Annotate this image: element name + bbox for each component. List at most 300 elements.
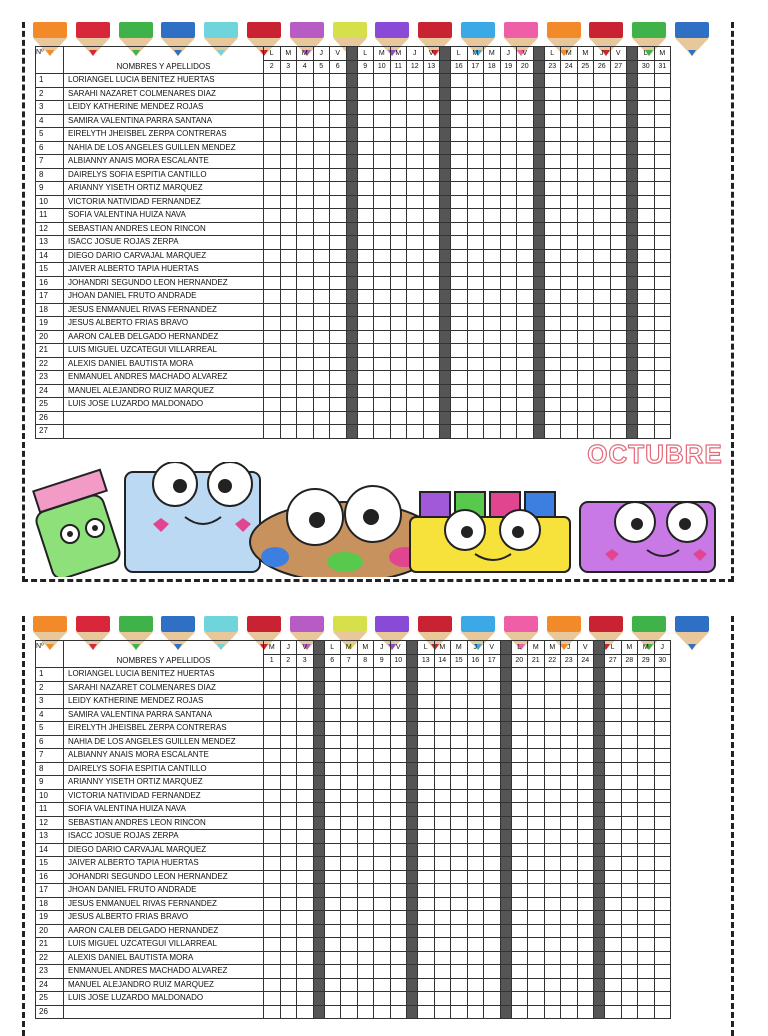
attendance-cell[interactable] [297, 249, 314, 263]
attendance-cell[interactable] [451, 74, 468, 88]
attendance-cell[interactable] [654, 749, 671, 763]
attendance-cell[interactable] [390, 114, 407, 128]
attendance-cell[interactable] [297, 816, 314, 830]
attendance-cell[interactable] [264, 830, 281, 844]
attendance-cell[interactable] [451, 803, 468, 817]
attendance-cell[interactable] [621, 816, 638, 830]
attendance-cell[interactable] [313, 411, 330, 425]
attendance-cell[interactable] [594, 74, 611, 88]
attendance-cell[interactable] [313, 155, 330, 169]
attendance-cell[interactable] [484, 195, 501, 209]
attendance-cell[interactable] [297, 168, 314, 182]
attendance-cell[interactable] [544, 924, 561, 938]
attendance-cell[interactable] [324, 722, 341, 736]
attendance-cell[interactable] [517, 141, 534, 155]
attendance-cell[interactable] [621, 722, 638, 736]
attendance-cell[interactable] [264, 857, 281, 871]
attendance-cell[interactable] [561, 141, 578, 155]
attendance-cell[interactable] [544, 911, 561, 925]
attendance-cell[interactable] [297, 830, 314, 844]
attendance-cell[interactable] [577, 303, 594, 317]
attendance-cell[interactable] [357, 722, 374, 736]
attendance-cell[interactable] [390, 708, 407, 722]
attendance-cell[interactable] [484, 924, 501, 938]
attendance-cell[interactable] [654, 168, 671, 182]
attendance-cell[interactable] [484, 371, 501, 385]
attendance-cell[interactable] [484, 249, 501, 263]
attendance-cell[interactable] [654, 209, 671, 223]
attendance-cell[interactable] [654, 803, 671, 817]
attendance-cell[interactable] [577, 371, 594, 385]
attendance-cell[interactable] [297, 263, 314, 277]
attendance-cell[interactable] [434, 722, 451, 736]
attendance-cell[interactable] [605, 884, 622, 898]
attendance-cell[interactable] [621, 911, 638, 925]
attendance-cell[interactable] [374, 897, 391, 911]
attendance-cell[interactable] [511, 938, 528, 952]
attendance-cell[interactable] [407, 101, 424, 115]
attendance-cell[interactable] [297, 843, 314, 857]
attendance-cell[interactable] [594, 87, 611, 101]
attendance-cell[interactable] [407, 114, 424, 128]
attendance-cell[interactable] [407, 317, 424, 331]
attendance-cell[interactable] [451, 411, 468, 425]
attendance-cell[interactable] [264, 938, 281, 952]
attendance-cell[interactable] [374, 992, 391, 1006]
attendance-cell[interactable] [484, 965, 501, 979]
attendance-cell[interactable] [390, 965, 407, 979]
attendance-cell[interactable] [280, 708, 297, 722]
attendance-cell[interactable] [374, 857, 391, 871]
attendance-cell[interactable] [610, 182, 627, 196]
attendance-cell[interactable] [407, 141, 424, 155]
attendance-cell[interactable] [374, 722, 391, 736]
attendance-cell[interactable] [390, 938, 407, 952]
attendance-cell[interactable] [610, 330, 627, 344]
attendance-cell[interactable] [500, 222, 517, 236]
attendance-cell[interactable] [605, 668, 622, 682]
attendance-cell[interactable] [467, 128, 484, 142]
attendance-cell[interactable] [561, 965, 578, 979]
attendance-cell[interactable] [451, 708, 468, 722]
attendance-cell[interactable] [484, 74, 501, 88]
attendance-cell[interactable] [654, 357, 671, 371]
attendance-cell[interactable] [654, 897, 671, 911]
attendance-cell[interactable] [500, 276, 517, 290]
attendance-cell[interactable] [313, 236, 330, 250]
attendance-cell[interactable] [390, 344, 407, 358]
attendance-cell[interactable] [610, 357, 627, 371]
attendance-cell[interactable] [594, 357, 611, 371]
attendance-cell[interactable] [621, 789, 638, 803]
attendance-cell[interactable] [330, 128, 347, 142]
attendance-cell[interactable] [467, 951, 484, 965]
attendance-cell[interactable] [374, 681, 391, 695]
attendance-cell[interactable] [264, 384, 281, 398]
attendance-cell[interactable] [528, 789, 545, 803]
attendance-cell[interactable] [390, 236, 407, 250]
attendance-cell[interactable] [324, 843, 341, 857]
attendance-cell[interactable] [561, 911, 578, 925]
attendance-cell[interactable] [451, 681, 468, 695]
attendance-cell[interactable] [561, 209, 578, 223]
attendance-cell[interactable] [594, 155, 611, 169]
attendance-cell[interactable] [297, 708, 314, 722]
attendance-cell[interactable] [654, 371, 671, 385]
attendance-cell[interactable] [467, 830, 484, 844]
attendance-cell[interactable] [484, 182, 501, 196]
attendance-cell[interactable] [517, 155, 534, 169]
attendance-cell[interactable] [297, 425, 314, 439]
attendance-cell[interactable] [605, 776, 622, 790]
attendance-cell[interactable] [638, 276, 655, 290]
attendance-cell[interactable] [324, 749, 341, 763]
attendance-cell[interactable] [500, 168, 517, 182]
attendance-cell[interactable] [654, 384, 671, 398]
attendance-cell[interactable] [467, 857, 484, 871]
attendance-cell[interactable] [451, 155, 468, 169]
attendance-cell[interactable] [374, 978, 391, 992]
attendance-cell[interactable] [374, 344, 391, 358]
attendance-cell[interactable] [390, 182, 407, 196]
attendance-cell[interactable] [374, 330, 391, 344]
attendance-cell[interactable] [451, 276, 468, 290]
attendance-cell[interactable] [561, 695, 578, 709]
attendance-cell[interactable] [297, 965, 314, 979]
attendance-cell[interactable] [528, 965, 545, 979]
attendance-cell[interactable] [451, 1005, 468, 1019]
attendance-cell[interactable] [423, 182, 440, 196]
attendance-cell[interactable] [418, 722, 435, 736]
attendance-cell[interactable] [544, 74, 561, 88]
attendance-cell[interactable] [418, 681, 435, 695]
attendance-cell[interactable] [451, 843, 468, 857]
attendance-cell[interactable] [423, 128, 440, 142]
attendance-cell[interactable] [324, 965, 341, 979]
attendance-cell[interactable] [561, 1005, 578, 1019]
attendance-cell[interactable] [374, 884, 391, 898]
attendance-cell[interactable] [484, 803, 501, 817]
attendance-cell[interactable] [544, 303, 561, 317]
attendance-cell[interactable] [544, 803, 561, 817]
attendance-cell[interactable] [528, 884, 545, 898]
attendance-cell[interactable] [621, 708, 638, 722]
attendance-cell[interactable] [313, 168, 330, 182]
attendance-cell[interactable] [621, 992, 638, 1006]
attendance-cell[interactable] [577, 681, 594, 695]
attendance-cell[interactable] [341, 992, 358, 1006]
attendance-cell[interactable] [484, 290, 501, 304]
attendance-cell[interactable] [297, 195, 314, 209]
attendance-cell[interactable] [594, 290, 611, 304]
attendance-cell[interactable] [484, 330, 501, 344]
attendance-cell[interactable] [341, 681, 358, 695]
attendance-cell[interactable] [594, 344, 611, 358]
attendance-cell[interactable] [544, 101, 561, 115]
attendance-cell[interactable] [423, 384, 440, 398]
attendance-cell[interactable] [390, 789, 407, 803]
attendance-cell[interactable] [330, 195, 347, 209]
attendance-cell[interactable] [654, 74, 671, 88]
attendance-cell[interactable] [390, 1005, 407, 1019]
attendance-cell[interactable] [357, 425, 374, 439]
attendance-cell[interactable] [638, 776, 655, 790]
attendance-cell[interactable] [561, 681, 578, 695]
attendance-cell[interactable] [407, 411, 424, 425]
attendance-cell[interactable] [280, 951, 297, 965]
attendance-cell[interactable] [544, 209, 561, 223]
attendance-cell[interactable] [511, 924, 528, 938]
attendance-cell[interactable] [451, 195, 468, 209]
attendance-cell[interactable] [544, 114, 561, 128]
attendance-cell[interactable] [484, 695, 501, 709]
attendance-cell[interactable] [654, 87, 671, 101]
attendance-cell[interactable] [330, 222, 347, 236]
attendance-cell[interactable] [511, 951, 528, 965]
attendance-cell[interactable] [451, 128, 468, 142]
attendance-cell[interactable] [390, 303, 407, 317]
attendance-cell[interactable] [561, 74, 578, 88]
attendance-cell[interactable] [297, 776, 314, 790]
attendance-cell[interactable] [297, 236, 314, 250]
attendance-cell[interactable] [594, 371, 611, 385]
attendance-cell[interactable] [511, 762, 528, 776]
attendance-cell[interactable] [374, 695, 391, 709]
attendance-cell[interactable] [654, 870, 671, 884]
attendance-cell[interactable] [341, 789, 358, 803]
attendance-cell[interactable] [528, 695, 545, 709]
attendance-cell[interactable] [638, 870, 655, 884]
attendance-cell[interactable] [654, 290, 671, 304]
attendance-cell[interactable] [297, 681, 314, 695]
attendance-cell[interactable] [561, 803, 578, 817]
attendance-cell[interactable] [357, 222, 374, 236]
attendance-cell[interactable] [654, 411, 671, 425]
attendance-cell[interactable] [330, 249, 347, 263]
attendance-cell[interactable] [594, 182, 611, 196]
attendance-cell[interactable] [467, 101, 484, 115]
attendance-cell[interactable] [621, 965, 638, 979]
attendance-cell[interactable] [561, 222, 578, 236]
attendance-cell[interactable] [280, 317, 297, 331]
attendance-cell[interactable] [264, 803, 281, 817]
attendance-cell[interactable] [638, 384, 655, 398]
attendance-cell[interactable] [324, 695, 341, 709]
attendance-cell[interactable] [517, 303, 534, 317]
attendance-cell[interactable] [341, 749, 358, 763]
attendance-cell[interactable] [511, 843, 528, 857]
attendance-cell[interactable] [264, 236, 281, 250]
attendance-cell[interactable] [341, 722, 358, 736]
attendance-cell[interactable] [605, 965, 622, 979]
attendance-cell[interactable] [577, 884, 594, 898]
attendance-cell[interactable] [610, 317, 627, 331]
attendance-cell[interactable] [528, 843, 545, 857]
attendance-cell[interactable] [467, 681, 484, 695]
attendance-cell[interactable] [390, 398, 407, 412]
attendance-cell[interactable] [357, 384, 374, 398]
attendance-cell[interactable] [500, 141, 517, 155]
attendance-cell[interactable] [467, 695, 484, 709]
attendance-cell[interactable] [544, 87, 561, 101]
attendance-cell[interactable] [511, 708, 528, 722]
attendance-cell[interactable] [654, 789, 671, 803]
attendance-cell[interactable] [451, 911, 468, 925]
attendance-cell[interactable] [610, 141, 627, 155]
attendance-cell[interactable] [297, 330, 314, 344]
attendance-cell[interactable] [517, 168, 534, 182]
attendance-cell[interactable] [500, 263, 517, 277]
attendance-cell[interactable] [313, 141, 330, 155]
attendance-cell[interactable] [407, 425, 424, 439]
attendance-cell[interactable] [357, 128, 374, 142]
attendance-cell[interactable] [517, 128, 534, 142]
attendance-cell[interactable] [357, 749, 374, 763]
attendance-cell[interactable] [313, 317, 330, 331]
attendance-cell[interactable] [313, 425, 330, 439]
attendance-cell[interactable] [621, 897, 638, 911]
attendance-cell[interactable] [561, 425, 578, 439]
attendance-cell[interactable] [390, 168, 407, 182]
attendance-cell[interactable] [638, 681, 655, 695]
attendance-cell[interactable] [577, 965, 594, 979]
attendance-cell[interactable] [484, 668, 501, 682]
attendance-cell[interactable] [374, 87, 391, 101]
attendance-cell[interactable] [561, 722, 578, 736]
attendance-cell[interactable] [451, 249, 468, 263]
attendance-cell[interactable] [561, 290, 578, 304]
attendance-cell[interactable] [621, 978, 638, 992]
attendance-cell[interactable] [638, 182, 655, 196]
attendance-cell[interactable] [434, 897, 451, 911]
attendance-cell[interactable] [451, 857, 468, 871]
attendance-cell[interactable] [654, 330, 671, 344]
attendance-cell[interactable] [638, 843, 655, 857]
attendance-cell[interactable] [451, 722, 468, 736]
attendance-cell[interactable] [561, 87, 578, 101]
attendance-cell[interactable] [451, 951, 468, 965]
attendance-cell[interactable] [374, 398, 391, 412]
attendance-cell[interactable] [638, 695, 655, 709]
attendance-cell[interactable] [638, 749, 655, 763]
attendance-cell[interactable] [357, 371, 374, 385]
attendance-cell[interactable] [467, 263, 484, 277]
attendance-cell[interactable] [484, 128, 501, 142]
attendance-cell[interactable] [561, 776, 578, 790]
attendance-cell[interactable] [500, 371, 517, 385]
attendance-cell[interactable] [467, 789, 484, 803]
attendance-cell[interactable] [654, 776, 671, 790]
attendance-cell[interactable] [544, 384, 561, 398]
attendance-cell[interactable] [374, 276, 391, 290]
attendance-cell[interactable] [341, 803, 358, 817]
attendance-cell[interactable] [654, 965, 671, 979]
attendance-cell[interactable] [511, 1005, 528, 1019]
attendance-cell[interactable] [561, 411, 578, 425]
attendance-cell[interactable] [390, 897, 407, 911]
attendance-cell[interactable] [357, 911, 374, 925]
attendance-cell[interactable] [390, 290, 407, 304]
attendance-cell[interactable] [390, 843, 407, 857]
attendance-cell[interactable] [561, 857, 578, 871]
attendance-cell[interactable] [407, 74, 424, 88]
attendance-cell[interactable] [577, 141, 594, 155]
attendance-cell[interactable] [577, 830, 594, 844]
attendance-cell[interactable] [561, 236, 578, 250]
attendance-cell[interactable] [264, 708, 281, 722]
attendance-cell[interactable] [544, 722, 561, 736]
attendance-cell[interactable] [357, 992, 374, 1006]
attendance-cell[interactable] [280, 816, 297, 830]
attendance-cell[interactable] [528, 668, 545, 682]
attendance-cell[interactable] [374, 384, 391, 398]
attendance-cell[interactable] [423, 168, 440, 182]
attendance-cell[interactable] [280, 344, 297, 358]
attendance-cell[interactable] [484, 1005, 501, 1019]
attendance-cell[interactable] [467, 344, 484, 358]
attendance-cell[interactable] [374, 843, 391, 857]
attendance-cell[interactable] [451, 398, 468, 412]
attendance-cell[interactable] [577, 87, 594, 101]
attendance-cell[interactable] [341, 938, 358, 952]
attendance-cell[interactable] [517, 209, 534, 223]
attendance-cell[interactable] [605, 722, 622, 736]
attendance-cell[interactable] [297, 884, 314, 898]
attendance-cell[interactable] [390, 128, 407, 142]
attendance-cell[interactable] [577, 668, 594, 682]
attendance-cell[interactable] [467, 398, 484, 412]
attendance-cell[interactable] [423, 263, 440, 277]
attendance-cell[interactable] [418, 1005, 435, 1019]
attendance-cell[interactable] [330, 303, 347, 317]
attendance-cell[interactable] [484, 276, 501, 290]
attendance-cell[interactable] [280, 938, 297, 952]
attendance-cell[interactable] [418, 843, 435, 857]
attendance-cell[interactable] [374, 128, 391, 142]
attendance-cell[interactable] [467, 843, 484, 857]
attendance-cell[interactable] [324, 816, 341, 830]
attendance-cell[interactable] [374, 236, 391, 250]
attendance-cell[interactable] [313, 384, 330, 398]
attendance-cell[interactable] [451, 222, 468, 236]
attendance-cell[interactable] [544, 843, 561, 857]
attendance-cell[interactable] [423, 74, 440, 88]
attendance-cell[interactable] [621, 735, 638, 749]
attendance-cell[interactable] [484, 303, 501, 317]
attendance-cell[interactable] [467, 168, 484, 182]
attendance-cell[interactable] [434, 843, 451, 857]
attendance-cell[interactable] [264, 722, 281, 736]
attendance-cell[interactable] [467, 74, 484, 88]
attendance-cell[interactable] [638, 330, 655, 344]
attendance-cell[interactable] [330, 371, 347, 385]
attendance-cell[interactable] [544, 695, 561, 709]
attendance-cell[interactable] [451, 330, 468, 344]
attendance-cell[interactable] [467, 330, 484, 344]
attendance-cell[interactable] [561, 128, 578, 142]
attendance-cell[interactable] [374, 290, 391, 304]
attendance-cell[interactable] [390, 762, 407, 776]
attendance-cell[interactable] [517, 357, 534, 371]
attendance-cell[interactable] [544, 816, 561, 830]
attendance-cell[interactable] [621, 749, 638, 763]
attendance-cell[interactable] [654, 141, 671, 155]
attendance-cell[interactable] [330, 87, 347, 101]
attendance-cell[interactable] [605, 816, 622, 830]
attendance-cell[interactable] [374, 155, 391, 169]
attendance-cell[interactable] [451, 924, 468, 938]
attendance-cell[interactable] [264, 789, 281, 803]
